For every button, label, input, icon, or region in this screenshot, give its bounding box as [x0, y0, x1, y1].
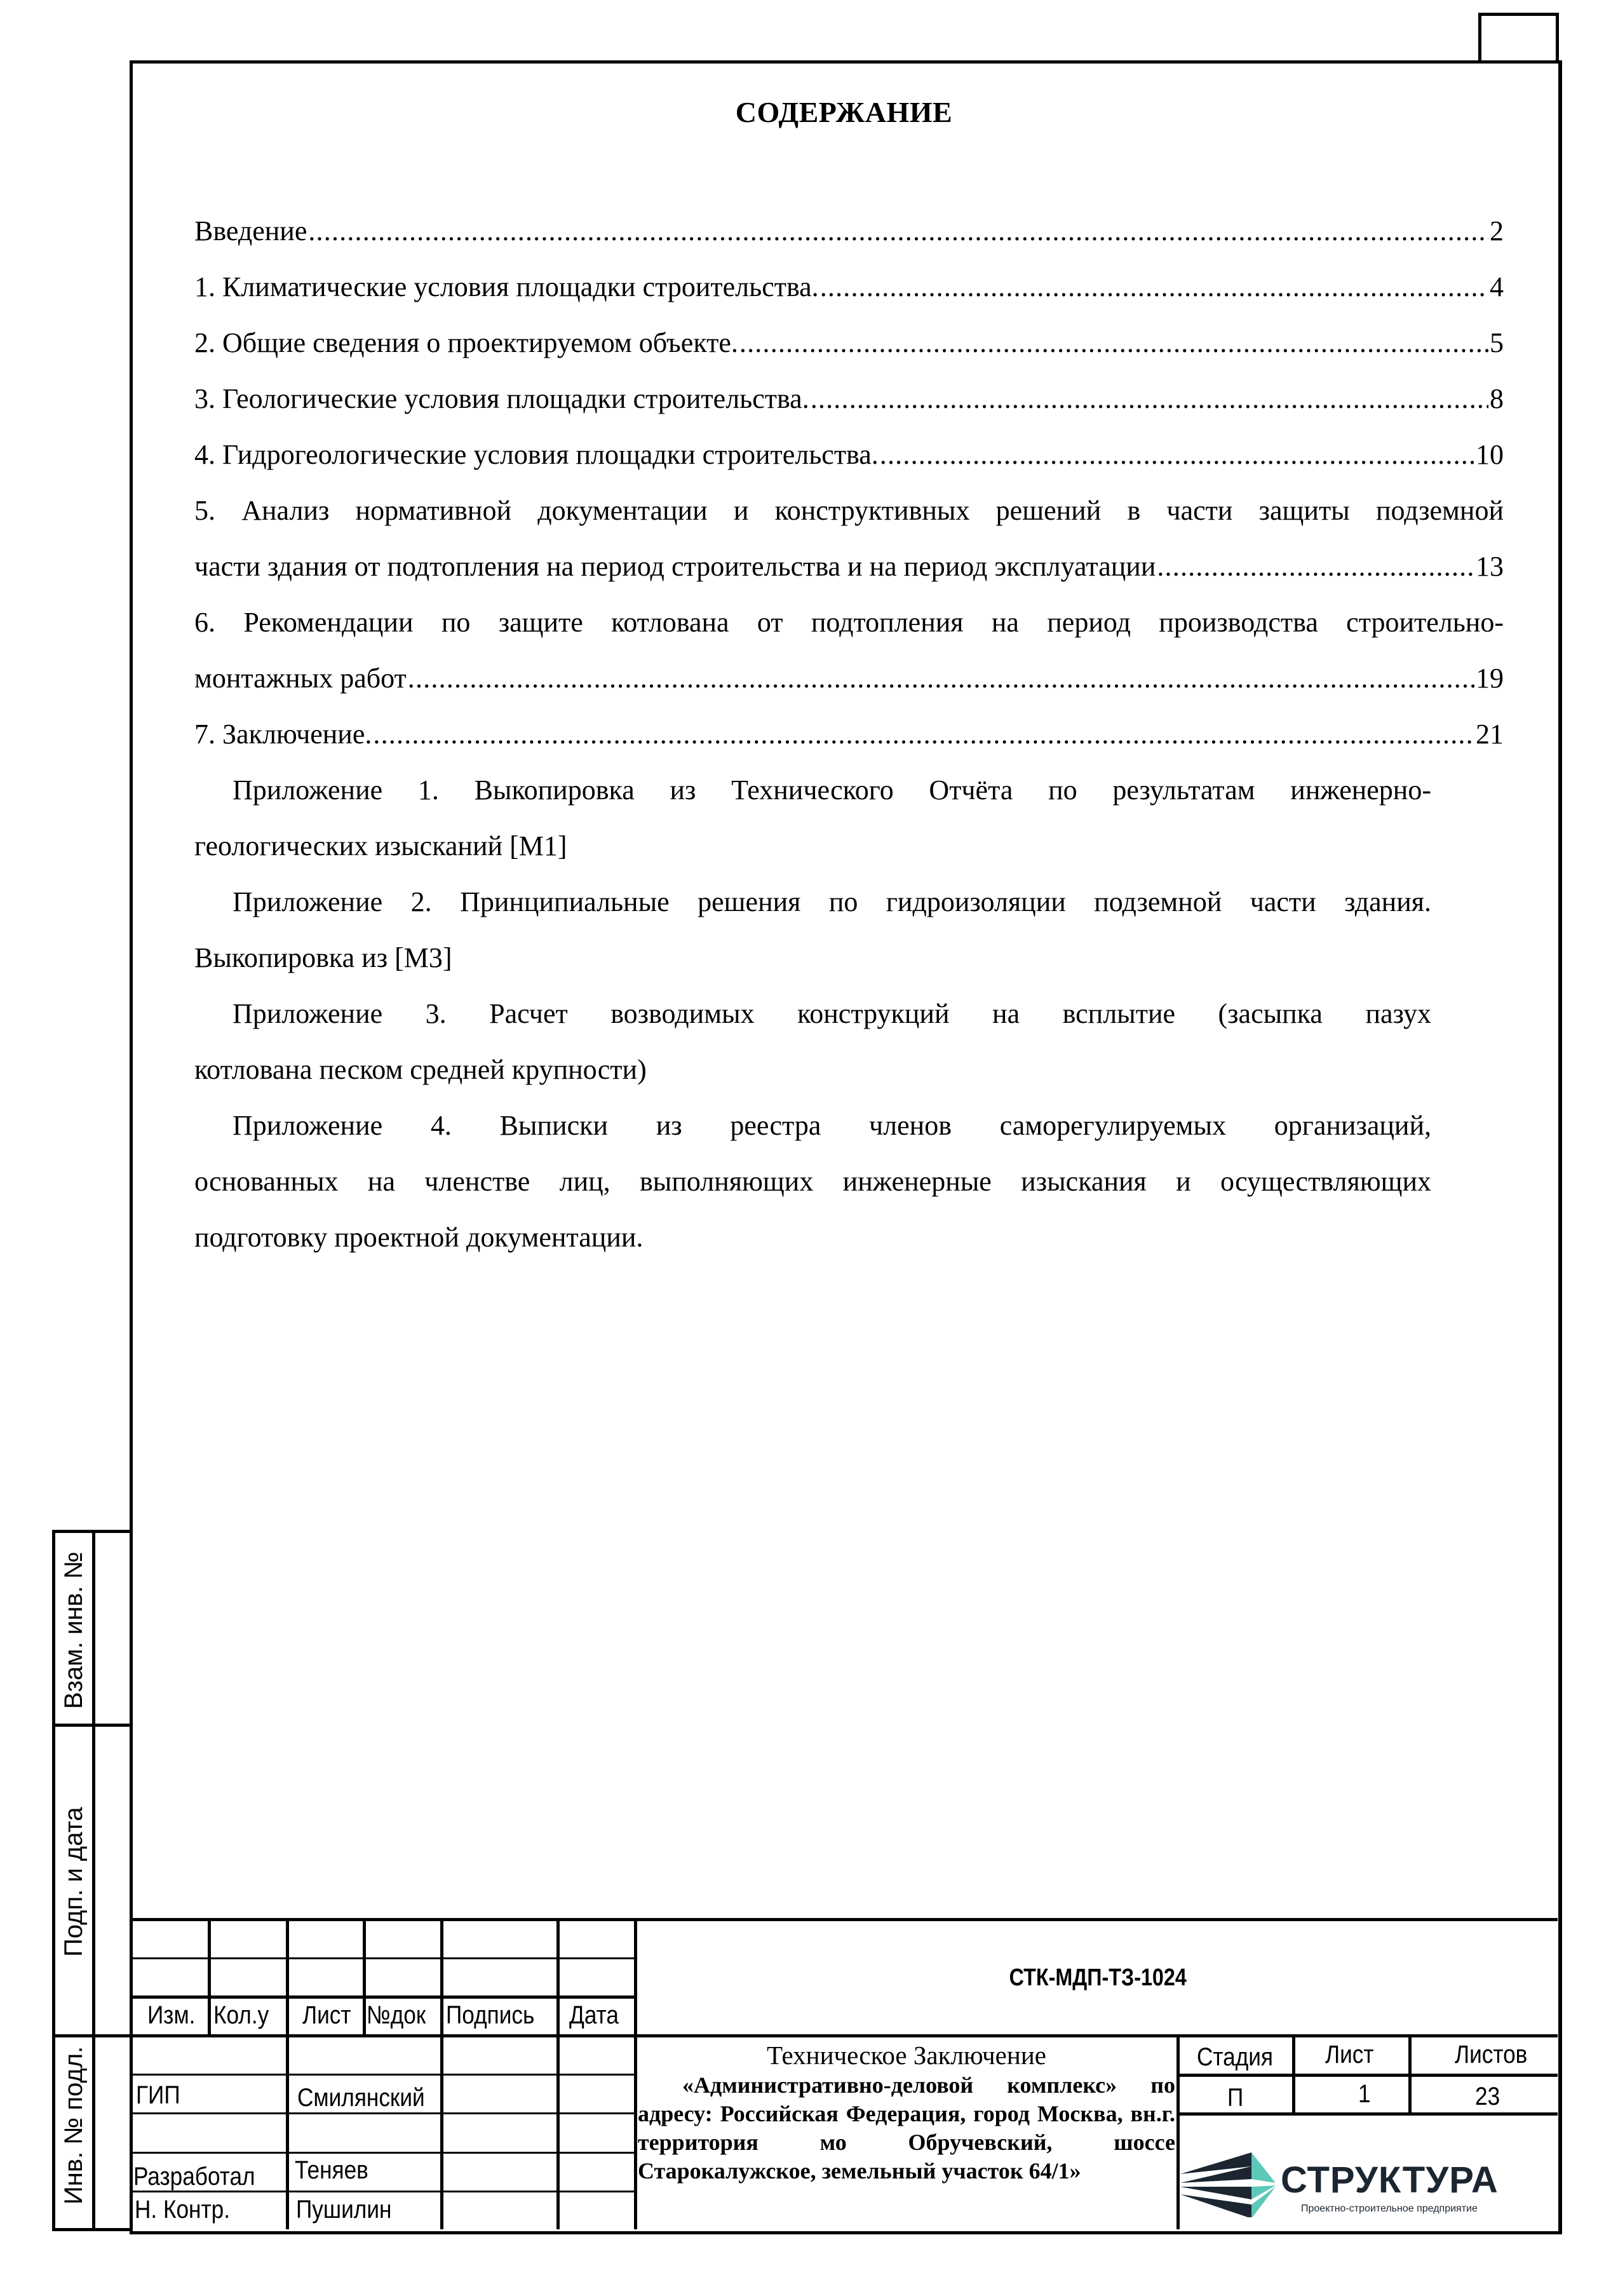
toc-leader: [373, 715, 1474, 753]
toc-leader: [820, 268, 1488, 306]
podp-data-label: Подп. и дата: [60, 1807, 88, 1957]
header-list: Лист: [302, 2001, 351, 2029]
toc-item[interactable]: [194, 268, 1504, 306]
toc-page: 5: [1490, 327, 1504, 358]
side-strip-top-line: [52, 1530, 133, 1533]
toc-item[interactable]: [194, 324, 1504, 362]
stamp-col-line: [286, 1918, 289, 2229]
stamp-col-line: [556, 1918, 560, 2229]
document-code-text: СТК-МДП-ТЗ-1024: [1009, 1964, 1187, 1991]
toc-leader: [880, 436, 1474, 474]
company-logo: [1180, 2147, 1555, 2217]
toc-item[interactable]: [194, 715, 1504, 753]
role-gip: ГИП: [136, 2081, 180, 2109]
toc-page: 21: [1476, 719, 1504, 750]
toc-page: 8: [1490, 383, 1504, 414]
stage-value: П: [1227, 2084, 1244, 2112]
stamp-col-line: [1408, 2034, 1412, 2115]
logo-tagline: Проектно-строительное предприятие: [1301, 2203, 1478, 2214]
page-title: СОДЕРЖАНИЕ: [735, 96, 953, 128]
side-strip-mid-line: [92, 1530, 95, 2231]
toc-item[interactable]: [194, 436, 1504, 474]
appendix-1-line2: геологических изысканий [M1]: [194, 830, 567, 861]
stage-label: Стадия: [1197, 2043, 1273, 2071]
logo-mark-icon: [1180, 2147, 1276, 2217]
role-norm-control: Н. Контр.: [135, 2196, 230, 2224]
appendix-4-line3: подготовку проектной документации.: [194, 1222, 644, 1253]
description-title: Техническое Заключение: [767, 2041, 1046, 2070]
vzam-inv-label: Взам. инв. №: [60, 1551, 88, 1709]
header-kol-u: Кол.у: [213, 2001, 269, 2029]
stamp-col-line: [363, 1918, 366, 2036]
appendix-3-line2: котлована песком средней крупности): [194, 1054, 647, 1085]
role-developer: Разработал: [133, 2163, 255, 2191]
side-strip-sep-2: [52, 2034, 133, 2037]
toc-label: 2. Общие сведения о проектируемом объекте.: [194, 327, 738, 358]
header-ndok: №док: [367, 2001, 426, 2029]
stamp-col-line: [634, 1918, 637, 2229]
inv-podl-label: Инв. № подл.: [60, 2046, 88, 2205]
toc-label: 1. Климатические условия площадки строительства.: [194, 271, 819, 302]
name-developer: Теняев: [295, 2156, 368, 2184]
header-izm: Изм.: [147, 2001, 196, 2029]
appendix-2-line1: Приложение 2. Принципиальные решения по гидроизоляции подземной части здания.: [233, 886, 1431, 917]
appendix-1-line1: Приложение 1. Выкопировка из Технического Отчёта по результатам инженерно-: [233, 774, 1431, 806]
toc-label: монтажных работ: [194, 663, 407, 694]
toc-leader: [308, 212, 1488, 250]
toc-label: 4. Гидрогеологические условия площадки строительства.: [194, 439, 879, 470]
sheets-label: Листов: [1455, 2041, 1528, 2069]
sheets-value: 23: [1475, 2083, 1500, 2110]
toc-leader: [408, 659, 1474, 698]
toc-item-line1[interactable]: 6. Рекомендации по защите котлована от подтопления на период производства строительно-: [194, 607, 1504, 638]
toc-label: Введение: [194, 215, 307, 246]
stamp-row-line: [1176, 2074, 1558, 2077]
stamp-row-line: [131, 2112, 637, 2114]
stamp-row-line: [131, 2191, 637, 2192]
appendix-3-line1: Приложение 3. Расчет возводимых конструкций на всплытие (засыпка пазух: [233, 998, 1431, 1029]
toc-page: 4: [1490, 271, 1504, 302]
sheet-value: 1: [1358, 2080, 1371, 2108]
side-strip-bottom-line: [52, 2228, 133, 2231]
toc-item[interactable]: [194, 380, 1504, 418]
toc-label: 7. Заключение.: [194, 719, 372, 750]
stamp-col-line: [1176, 2034, 1180, 2229]
toc-label: части здания от подтопления на период строительства и на период эксплуатации: [194, 551, 1156, 582]
appendix-2-line2: Выкопировка из [M3]: [194, 942, 452, 973]
toc-leader: [1157, 548, 1474, 586]
document-code: [638, 1920, 1558, 2036]
stamp-row-line: [131, 2074, 637, 2076]
toc-label: 3. Геологические условия площадки строительства.: [194, 383, 809, 414]
toc-item[interactable]: [194, 548, 1504, 586]
toc-leader: [739, 324, 1488, 362]
stamp-col-line: [1292, 2034, 1295, 2115]
name-gip: Смилянский: [297, 2084, 425, 2112]
side-strip-outer-line: [52, 1530, 55, 2231]
header-podpis: Подпись: [446, 2001, 535, 2029]
stamp-row-line: [1176, 2112, 1558, 2116]
toc-item-line1[interactable]: 5. Анализ нормативной документации и конструктивных решений в части защиты подземной: [194, 495, 1504, 526]
toc-leader: [811, 380, 1488, 418]
toc-page: 19: [1476, 663, 1504, 694]
header-data: Дата: [569, 2001, 619, 2029]
toc-item[interactable]: [194, 659, 1504, 698]
toc-item[interactable]: [194, 212, 1504, 250]
appendix-4-line2: основанных на членстве лиц, выполняющих инженерные изыскания и осуществляющих: [194, 1166, 1431, 1197]
document-description: [638, 2039, 1175, 2185]
appendix-4-line1: Приложение 4. Выписки из реестра членов саморегулируемых организаций,: [233, 1110, 1431, 1141]
stamp-row-line: [131, 2152, 637, 2154]
name-norm-control: Пушилин: [296, 2196, 392, 2224]
stamp-col-line: [208, 1918, 211, 2036]
logo-name: СТРУКТУРА: [1281, 2159, 1499, 2201]
toc-page: 2: [1490, 215, 1504, 246]
toc-page: 13: [1476, 551, 1504, 582]
description-body: «Административно-деловой комплекс» по адресу: Российская Федерация, город Москва, вн.г. территория мо Обручевский, шоссе Старокалужское, земельный участок 64/1»: [638, 2072, 1175, 2184]
corner-box: [1478, 13, 1559, 62]
toc-page: 10: [1476, 439, 1504, 470]
sheet-label: Лист: [1325, 2041, 1374, 2069]
stamp-col-line: [440, 1918, 443, 2229]
side-strip-sep-1: [52, 1724, 133, 1727]
